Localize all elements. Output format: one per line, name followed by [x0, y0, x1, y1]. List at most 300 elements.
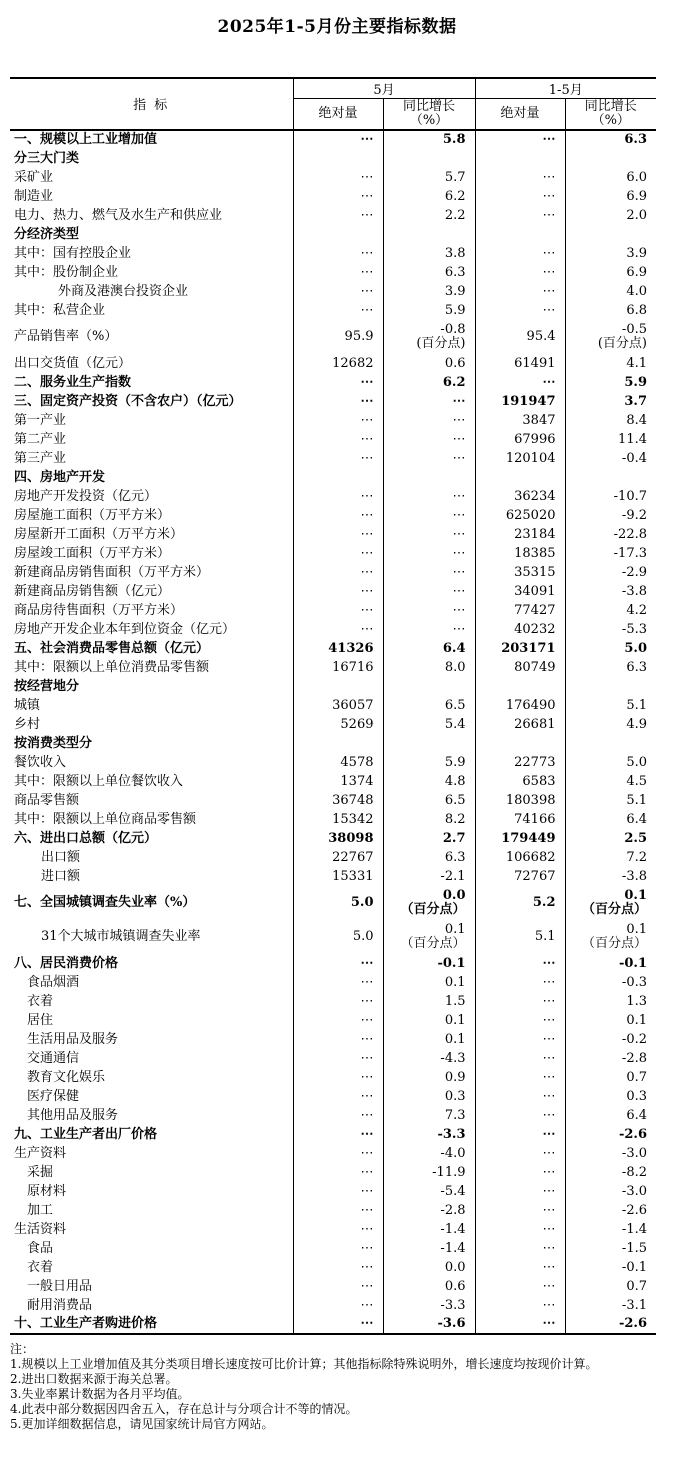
may-yoy-value: 8.0 — [383, 658, 475, 677]
cum-absolute-value: 80749 — [475, 658, 565, 677]
may-absolute-value: ⋯ — [293, 1030, 383, 1049]
cum-yoy-value: -5.3 — [621, 621, 647, 637]
cum-yoy-value: 6.9 — [626, 188, 647, 204]
cum-yoy-value: 6.8 — [626, 302, 647, 318]
cum-yoy-value: -17.3 — [613, 545, 647, 561]
may-yoy-value: 0.0 — [383, 1258, 475, 1277]
cum-absolute-value: ⋯ — [475, 1030, 565, 1049]
indicator-row — [10, 563, 656, 582]
may-yoy-value: -3.3 — [383, 1125, 475, 1144]
cum-yoy-value — [565, 225, 656, 244]
cum-yoy-value: 5.0 — [626, 754, 647, 770]
may-yoy-value: 5.7 — [383, 168, 475, 187]
indicator-label: 一般日用品 — [10, 1277, 293, 1296]
may-absolute-value: ⋯ — [293, 1258, 383, 1277]
may-yoy-value — [383, 734, 475, 753]
cum-yoy-value — [565, 320, 656, 354]
indicator-label: 食品 — [10, 1239, 293, 1258]
indicator-label: 商品房待售面积（万平方米） — [10, 601, 293, 620]
cum-absolute-value: ⋯ — [475, 301, 565, 320]
may-yoy-value: ⋯ — [383, 506, 475, 525]
may-absolute-value: ⋯ — [293, 582, 383, 601]
may-absolute-value: 36748 — [293, 791, 383, 810]
cum-absolute-value: 179449 — [475, 829, 565, 848]
cum-yoy-value: 6.3 — [626, 659, 647, 675]
cum-absolute-value: 106682 — [475, 848, 565, 867]
cum-absolute-value: ⋯ — [475, 373, 565, 392]
may-absolute-value: ⋯ — [293, 1201, 383, 1220]
indicator-row — [10, 525, 656, 544]
cum-yoy-value: -2.6 — [618, 1316, 647, 1331]
cum-absolute-value: ⋯ — [475, 1087, 565, 1106]
indicator-row — [10, 1011, 656, 1030]
may-yoy-value: -0.1 — [383, 954, 475, 973]
may-absolute-value: 4578 — [293, 753, 383, 772]
cum-absolute-value: ⋯ — [475, 1201, 565, 1220]
cum-absolute-value: ⋯ — [475, 1296, 565, 1315]
indicator-label: 八、居民消费价格 — [10, 954, 293, 973]
may-absolute-value: 41326 — [293, 639, 383, 658]
indicator-label: 加工 — [10, 1201, 293, 1220]
indicator-row — [10, 301, 656, 320]
cum-yoy-value: 5.0 — [624, 640, 647, 656]
indicator-row — [10, 1277, 656, 1296]
may-yoy-value: 6.3 — [383, 848, 475, 867]
may-absolute-value: ⋯ — [293, 525, 383, 544]
cum-yoy-value — [565, 468, 656, 487]
cum-yoy-value: -3.8 — [621, 868, 647, 884]
may-yoy-value: 6.3 — [383, 263, 475, 282]
cum-yoy-value-number: 0.1 — [624, 888, 647, 903]
may-absolute-value: ⋯ — [293, 282, 383, 301]
indicator-row — [10, 753, 656, 772]
indicator-row — [10, 544, 656, 563]
cum-absolute-value — [475, 734, 565, 753]
may-yoy-value: -3.3 — [383, 1296, 475, 1315]
cum-absolute-value: 180398 — [475, 791, 565, 810]
indicator-label: 五、社会消费品零售总额（亿元） — [10, 639, 293, 658]
may-absolute-value: ⋯ — [293, 620, 383, 639]
may-yoy-value-unit: （百分点） — [400, 902, 466, 917]
may-yoy-value: 0.1 — [383, 973, 475, 992]
header-cum-yoy — [565, 99, 656, 130]
cum-yoy-value: 5.1 — [626, 792, 647, 808]
may-absolute-value: ⋯ — [293, 563, 383, 582]
indicator-row — [10, 168, 656, 187]
indicator-row — [10, 715, 656, 734]
cum-yoy-value: 5.1 — [626, 697, 647, 713]
cum-absolute-value: 72767 — [475, 867, 565, 886]
may-absolute-value: 1374 — [293, 772, 383, 791]
may-yoy-value: -1.4 — [383, 1220, 475, 1239]
cum-absolute-value: ⋯ — [475, 1220, 565, 1239]
indicator-label: 电力、热力、燃气及水生产和供应业 — [10, 206, 293, 225]
may-yoy-value-unit: （百分点） — [400, 936, 466, 951]
yoy-label-line1: 同比增长 — [402, 98, 455, 114]
indicator-label: 三、固定资产投资（不含农户）（亿元） — [10, 392, 293, 411]
indicator-row — [10, 468, 656, 487]
may-yoy-value: 2.2 — [383, 206, 475, 225]
may-absolute-value: ⋯ — [293, 449, 383, 468]
cum-absolute-value: ⋯ — [475, 1106, 565, 1125]
cum-yoy-value: -10.7 — [613, 488, 647, 504]
indicator-row — [10, 992, 656, 1011]
cum-absolute-value: ⋯ — [475, 244, 565, 263]
cum-yoy-value: -0.1 — [621, 1259, 647, 1275]
indicator-row — [10, 244, 656, 263]
indicator-row — [10, 582, 656, 601]
cum-absolute-value: ⋯ — [475, 954, 565, 973]
may-yoy-value: 0.3 — [383, 1087, 475, 1106]
may-absolute-value: ⋯ — [293, 1011, 383, 1030]
cum-yoy-value: 4.9 — [626, 716, 647, 732]
indicator-label: 衣着 — [10, 1258, 293, 1277]
may-yoy-value: 5.9 — [383, 753, 475, 772]
cum-yoy-value: 2.0 — [626, 207, 647, 223]
indicator-row — [10, 206, 656, 225]
indicator-row — [10, 1239, 656, 1258]
may-yoy-value: 4.8 — [383, 772, 475, 791]
may-yoy-value — [383, 886, 475, 920]
header-may-yoy — [383, 99, 475, 130]
may-yoy-value: 0.1 — [383, 1030, 475, 1049]
cum-absolute-value: ⋯ — [475, 1182, 565, 1201]
indicator-label: 餐饮收入 — [10, 753, 293, 772]
note-item: 3.失业率累计数据为各月平均值。 — [10, 1386, 190, 1401]
may-absolute-value: 38098 — [293, 829, 383, 848]
may-yoy-value: 3.9 — [383, 282, 475, 301]
may-absolute-value: ⋯ — [293, 487, 383, 506]
indicator-label: 第一产业 — [10, 411, 293, 430]
indicator-row — [10, 1106, 656, 1125]
cum-yoy-value: -22.8 — [613, 526, 647, 542]
cum-absolute-value: 35315 — [475, 563, 565, 582]
cum-absolute-value: 203171 — [475, 639, 565, 658]
indicator-label: 九、工业生产者出厂价格 — [10, 1125, 293, 1144]
notes-section — [10, 1342, 630, 1432]
may-absolute-value: 22767 — [293, 848, 383, 867]
may-absolute-value: ⋯ — [293, 1087, 383, 1106]
cum-yoy-value — [565, 886, 656, 920]
may-yoy-value: -2.1 — [383, 867, 475, 886]
indicator-label: 新建商品房销售额（亿元） — [10, 582, 293, 601]
cum-absolute-value: 61491 — [475, 354, 565, 373]
cum-absolute-value: 26681 — [475, 715, 565, 734]
may-yoy-value: ⋯ — [383, 582, 475, 601]
indicator-row — [10, 1220, 656, 1239]
may-yoy-value: ⋯ — [383, 411, 475, 430]
indicator-row — [10, 696, 656, 715]
may-yoy-value: -4.0 — [383, 1144, 475, 1163]
indicator-row — [10, 734, 656, 753]
cum-absolute-value: 625020 — [475, 506, 565, 525]
cum-yoy-value: 0.7 — [626, 1278, 647, 1294]
header-indicator: 指 标 — [10, 78, 293, 130]
may-yoy-value: 7.3 — [383, 1106, 475, 1125]
indicator-label: 出口额 — [10, 848, 293, 867]
indicator-row — [10, 282, 656, 301]
indicator-label: 其中：限额以上单位商品零售额 — [10, 810, 293, 829]
may-yoy-value: ⋯ — [383, 525, 475, 544]
may-absolute-value: ⋯ — [293, 1220, 383, 1239]
may-absolute-value: 5269 — [293, 715, 383, 734]
cum-yoy-value-number: 0.1 — [626, 922, 647, 937]
may-absolute-value: ⋯ — [293, 992, 383, 1011]
indicator-row — [10, 1125, 656, 1144]
indicator-row — [10, 373, 656, 392]
cum-absolute-value: ⋯ — [475, 1049, 565, 1068]
indicator-label: 食品烟酒 — [10, 973, 293, 992]
indicator-label: 新建商品房销售面积（万平方米） — [10, 563, 293, 582]
indicator-row — [10, 920, 656, 954]
indicator-row — [10, 1315, 656, 1334]
indicator-row — [10, 1049, 656, 1068]
may-absolute-value: ⋯ — [293, 430, 383, 449]
indicator-label: 按消费类型分 — [10, 734, 293, 753]
cum-absolute-value: 74166 — [475, 810, 565, 829]
may-yoy-value: 6.4 — [383, 639, 475, 658]
may-absolute-value: ⋯ — [293, 973, 383, 992]
cum-yoy-value — [565, 677, 656, 696]
indicator-row — [10, 392, 656, 411]
may-yoy-value — [383, 920, 475, 954]
may-absolute-value: 15331 — [293, 867, 383, 886]
indicator-label: 其他用品及服务 — [10, 1106, 293, 1125]
indicator-label: 十、工业生产者购进价格 — [10, 1315, 293, 1334]
cum-yoy-value: 8.4 — [626, 412, 647, 428]
cum-yoy-value: -0.2 — [621, 1031, 647, 1047]
yoy-label-line2: （%） — [409, 112, 449, 128]
cum-yoy-value: 6.4 — [626, 1107, 647, 1123]
indicator-row — [10, 677, 656, 696]
cum-absolute-value: 3847 — [475, 411, 565, 430]
may-absolute-value: ⋯ — [293, 506, 383, 525]
indicator-label: 六、进出口总额（亿元） — [10, 829, 293, 848]
note-item: 1.规模以上工业增加值及其分类项目增长速度按可比价计算；其他指标除特殊说明外，增长速度均按现价计算。 — [10, 1356, 598, 1371]
indicator-row — [10, 954, 656, 973]
cum-absolute-value: ⋯ — [475, 992, 565, 1011]
note-item: 5.更加详细数据信息，请见国家统计局官方网站。 — [10, 1416, 274, 1431]
cum-yoy-value: 4.0 — [626, 283, 647, 299]
may-absolute-value: ⋯ — [293, 1182, 383, 1201]
cum-yoy-value: -2.6 — [618, 1126, 647, 1142]
may-absolute-value: ⋯ — [293, 1315, 383, 1334]
indicator-row — [10, 225, 656, 244]
header-cum-absolute: 绝对量 — [475, 99, 565, 130]
cum-absolute-value: 5.1 — [475, 920, 565, 954]
indicators-table — [10, 77, 656, 1335]
cum-yoy-value: -3.1 — [621, 1297, 647, 1313]
may-absolute-value: ⋯ — [293, 206, 383, 225]
may-absolute-value: ⋯ — [293, 954, 383, 973]
cum-absolute-value: ⋯ — [475, 1068, 565, 1087]
indicator-label: 乡村 — [10, 715, 293, 734]
indicator-row — [10, 430, 656, 449]
yoy-label-line1: 同比增长 — [584, 98, 637, 114]
may-absolute-value: ⋯ — [293, 168, 383, 187]
may-yoy-value: 1.5 — [383, 992, 475, 1011]
indicator-row — [10, 506, 656, 525]
cum-yoy-value: 3.7 — [624, 393, 647, 409]
cum-absolute-value: ⋯ — [475, 1011, 565, 1030]
may-absolute-value: ⋯ — [293, 1277, 383, 1296]
indicator-row — [10, 149, 656, 168]
cum-absolute-value: ⋯ — [475, 1277, 565, 1296]
cum-yoy-value-unit: （百分点） — [581, 936, 647, 951]
page-title: 2025年1-5月份主要指标数据 — [217, 17, 457, 37]
may-absolute-value: ⋯ — [293, 301, 383, 320]
may-yoy-value — [383, 677, 475, 696]
indicator-label: 生活用品及服务 — [10, 1030, 293, 1049]
cum-absolute-value: ⋯ — [475, 206, 565, 225]
cum-yoy-value: 3.9 — [626, 245, 647, 261]
indicator-row — [10, 791, 656, 810]
indicator-row — [10, 487, 656, 506]
indicator-row — [10, 1087, 656, 1106]
may-yoy-value: ⋯ — [383, 620, 475, 639]
cum-absolute-value: ⋯ — [475, 187, 565, 206]
may-yoy-value: 3.8 — [383, 244, 475, 263]
cum-absolute-value: ⋯ — [475, 1144, 565, 1163]
table-body — [10, 130, 656, 1334]
cum-yoy-value — [565, 149, 656, 168]
may-absolute-value: 15342 — [293, 810, 383, 829]
indicator-row — [10, 1201, 656, 1220]
indicator-row — [10, 829, 656, 848]
may-absolute-value: ⋯ — [293, 263, 383, 282]
cum-yoy-value: -0.4 — [621, 450, 647, 466]
cum-yoy-value: 11.4 — [618, 431, 647, 447]
indicator-label: 外商及港澳台投资企业 — [10, 282, 293, 301]
may-yoy-value: -2.8 — [383, 1201, 475, 1220]
cum-yoy-value — [565, 734, 656, 753]
indicator-label: 城镇 — [10, 696, 293, 715]
indicator-label: 采矿业 — [10, 168, 293, 187]
may-yoy-value: ⋯ — [383, 430, 475, 449]
may-absolute-value: ⋯ — [293, 1144, 383, 1163]
cum-yoy-value: 6.9 — [626, 264, 647, 280]
may-yoy-value: 0.6 — [383, 354, 475, 373]
header-may-absolute: 绝对量 — [293, 99, 383, 130]
cum-yoy-value: 2.5 — [624, 830, 647, 846]
indicator-row — [10, 886, 656, 920]
yoy-label-line2: （%） — [591, 112, 630, 128]
may-yoy-value: -3.6 — [383, 1315, 475, 1334]
cum-absolute-value — [475, 225, 565, 244]
cum-absolute-value: 191947 — [475, 392, 565, 411]
indicator-label: 衣着 — [10, 992, 293, 1011]
indicator-label: 交通通信 — [10, 1049, 293, 1068]
cum-absolute-value: ⋯ — [475, 168, 565, 187]
cum-yoy-value: -1.4 — [621, 1221, 647, 1237]
indicator-row — [10, 848, 656, 867]
indicator-row — [10, 1296, 656, 1315]
may-yoy-value: 5.8 — [383, 130, 475, 149]
header-group-row — [10, 78, 656, 99]
cum-absolute-value — [475, 677, 565, 696]
cum-yoy-value: -0.1 — [618, 955, 647, 971]
cum-absolute-value: ⋯ — [475, 282, 565, 301]
indicator-row — [10, 1030, 656, 1049]
indicator-label: 居住 — [10, 1011, 293, 1030]
may-absolute-value: ⋯ — [293, 187, 383, 206]
may-yoy-value: 6.2 — [383, 373, 475, 392]
may-yoy-value: ⋯ — [383, 487, 475, 506]
indicator-row — [10, 1163, 656, 1182]
indicator-label: 教育文化娱乐 — [10, 1068, 293, 1087]
may-yoy-value: 6.2 — [383, 187, 475, 206]
cum-yoy-value: -9.2 — [621, 507, 647, 523]
may-yoy-value: ⋯ — [383, 563, 475, 582]
may-yoy-value: ⋯ — [383, 544, 475, 563]
may-absolute-value: ⋯ — [293, 1049, 383, 1068]
cum-yoy-value-unit: （百分点） — [581, 902, 647, 917]
may-yoy-value: -5.4 — [383, 1182, 475, 1201]
cum-yoy-value: 0.7 — [626, 1069, 647, 1085]
indicator-row — [10, 810, 656, 829]
indicator-row — [10, 620, 656, 639]
indicator-label: 房地产开发企业本年到位资金（亿元） — [10, 620, 293, 639]
indicator-label: 七、全国城镇调查失业率（%） — [10, 886, 293, 920]
may-absolute-value: ⋯ — [293, 1068, 383, 1087]
cum-yoy-value: -0.3 — [621, 974, 647, 990]
cum-absolute-value: 6583 — [475, 772, 565, 791]
may-absolute-value: ⋯ — [293, 601, 383, 620]
cum-yoy-value: -3.0 — [621, 1145, 647, 1161]
cum-yoy-value: -3.8 — [621, 583, 647, 599]
may-absolute-value: ⋯ — [293, 411, 383, 430]
cum-absolute-value: 67996 — [475, 430, 565, 449]
may-yoy-value — [383, 468, 475, 487]
may-absolute-value: ⋯ — [293, 544, 383, 563]
cum-yoy-value — [565, 920, 656, 954]
cum-yoy-value: 6.0 — [626, 169, 647, 185]
indicator-label: 房屋施工面积（万平方米） — [10, 506, 293, 525]
indicator-label: 一、规模以上工业增加值 — [10, 130, 293, 149]
indicator-label: 产品销售率（%） — [10, 320, 293, 354]
may-absolute-value: ⋯ — [293, 1125, 383, 1144]
indicator-label: 采掘 — [10, 1163, 293, 1182]
may-yoy-value: 6.5 — [383, 791, 475, 810]
cum-yoy-value-number: -0.5 — [621, 322, 647, 337]
may-absolute-value — [293, 734, 383, 753]
indicator-label: 其中：限额以上单位餐饮收入 — [10, 772, 293, 791]
note-item: 2.进出口数据来源于海关总署。 — [10, 1371, 178, 1386]
indicator-label: 医疗保健 — [10, 1087, 293, 1106]
may-yoy-value: ⋯ — [383, 601, 475, 620]
indicator-label: 房屋新开工面积（万平方米） — [10, 525, 293, 544]
indicator-row — [10, 658, 656, 677]
cum-absolute-value: 36234 — [475, 487, 565, 506]
cum-absolute-value: 95.4 — [475, 320, 565, 354]
indicator-label: 商品零售额 — [10, 791, 293, 810]
may-yoy-value: 6.5 — [383, 696, 475, 715]
may-yoy-value: ⋯ — [383, 449, 475, 468]
cum-absolute-value: 5.2 — [475, 886, 565, 920]
may-absolute-value: 5.0 — [293, 920, 383, 954]
cum-yoy-value-unit: (百分点) — [597, 336, 647, 351]
may-absolute-value: ⋯ — [293, 130, 383, 149]
may-absolute-value: 12682 — [293, 354, 383, 373]
may-absolute-value: 16716 — [293, 658, 383, 677]
may-absolute-value — [293, 149, 383, 168]
indicator-row — [10, 1182, 656, 1201]
indicator-row — [10, 1144, 656, 1163]
header-group-jan-may: 1-5月 — [475, 78, 656, 99]
cum-absolute-value: 120104 — [475, 449, 565, 468]
cum-yoy-value: -3.0 — [621, 1183, 647, 1199]
indicator-label: 分经济类型 — [10, 225, 293, 244]
